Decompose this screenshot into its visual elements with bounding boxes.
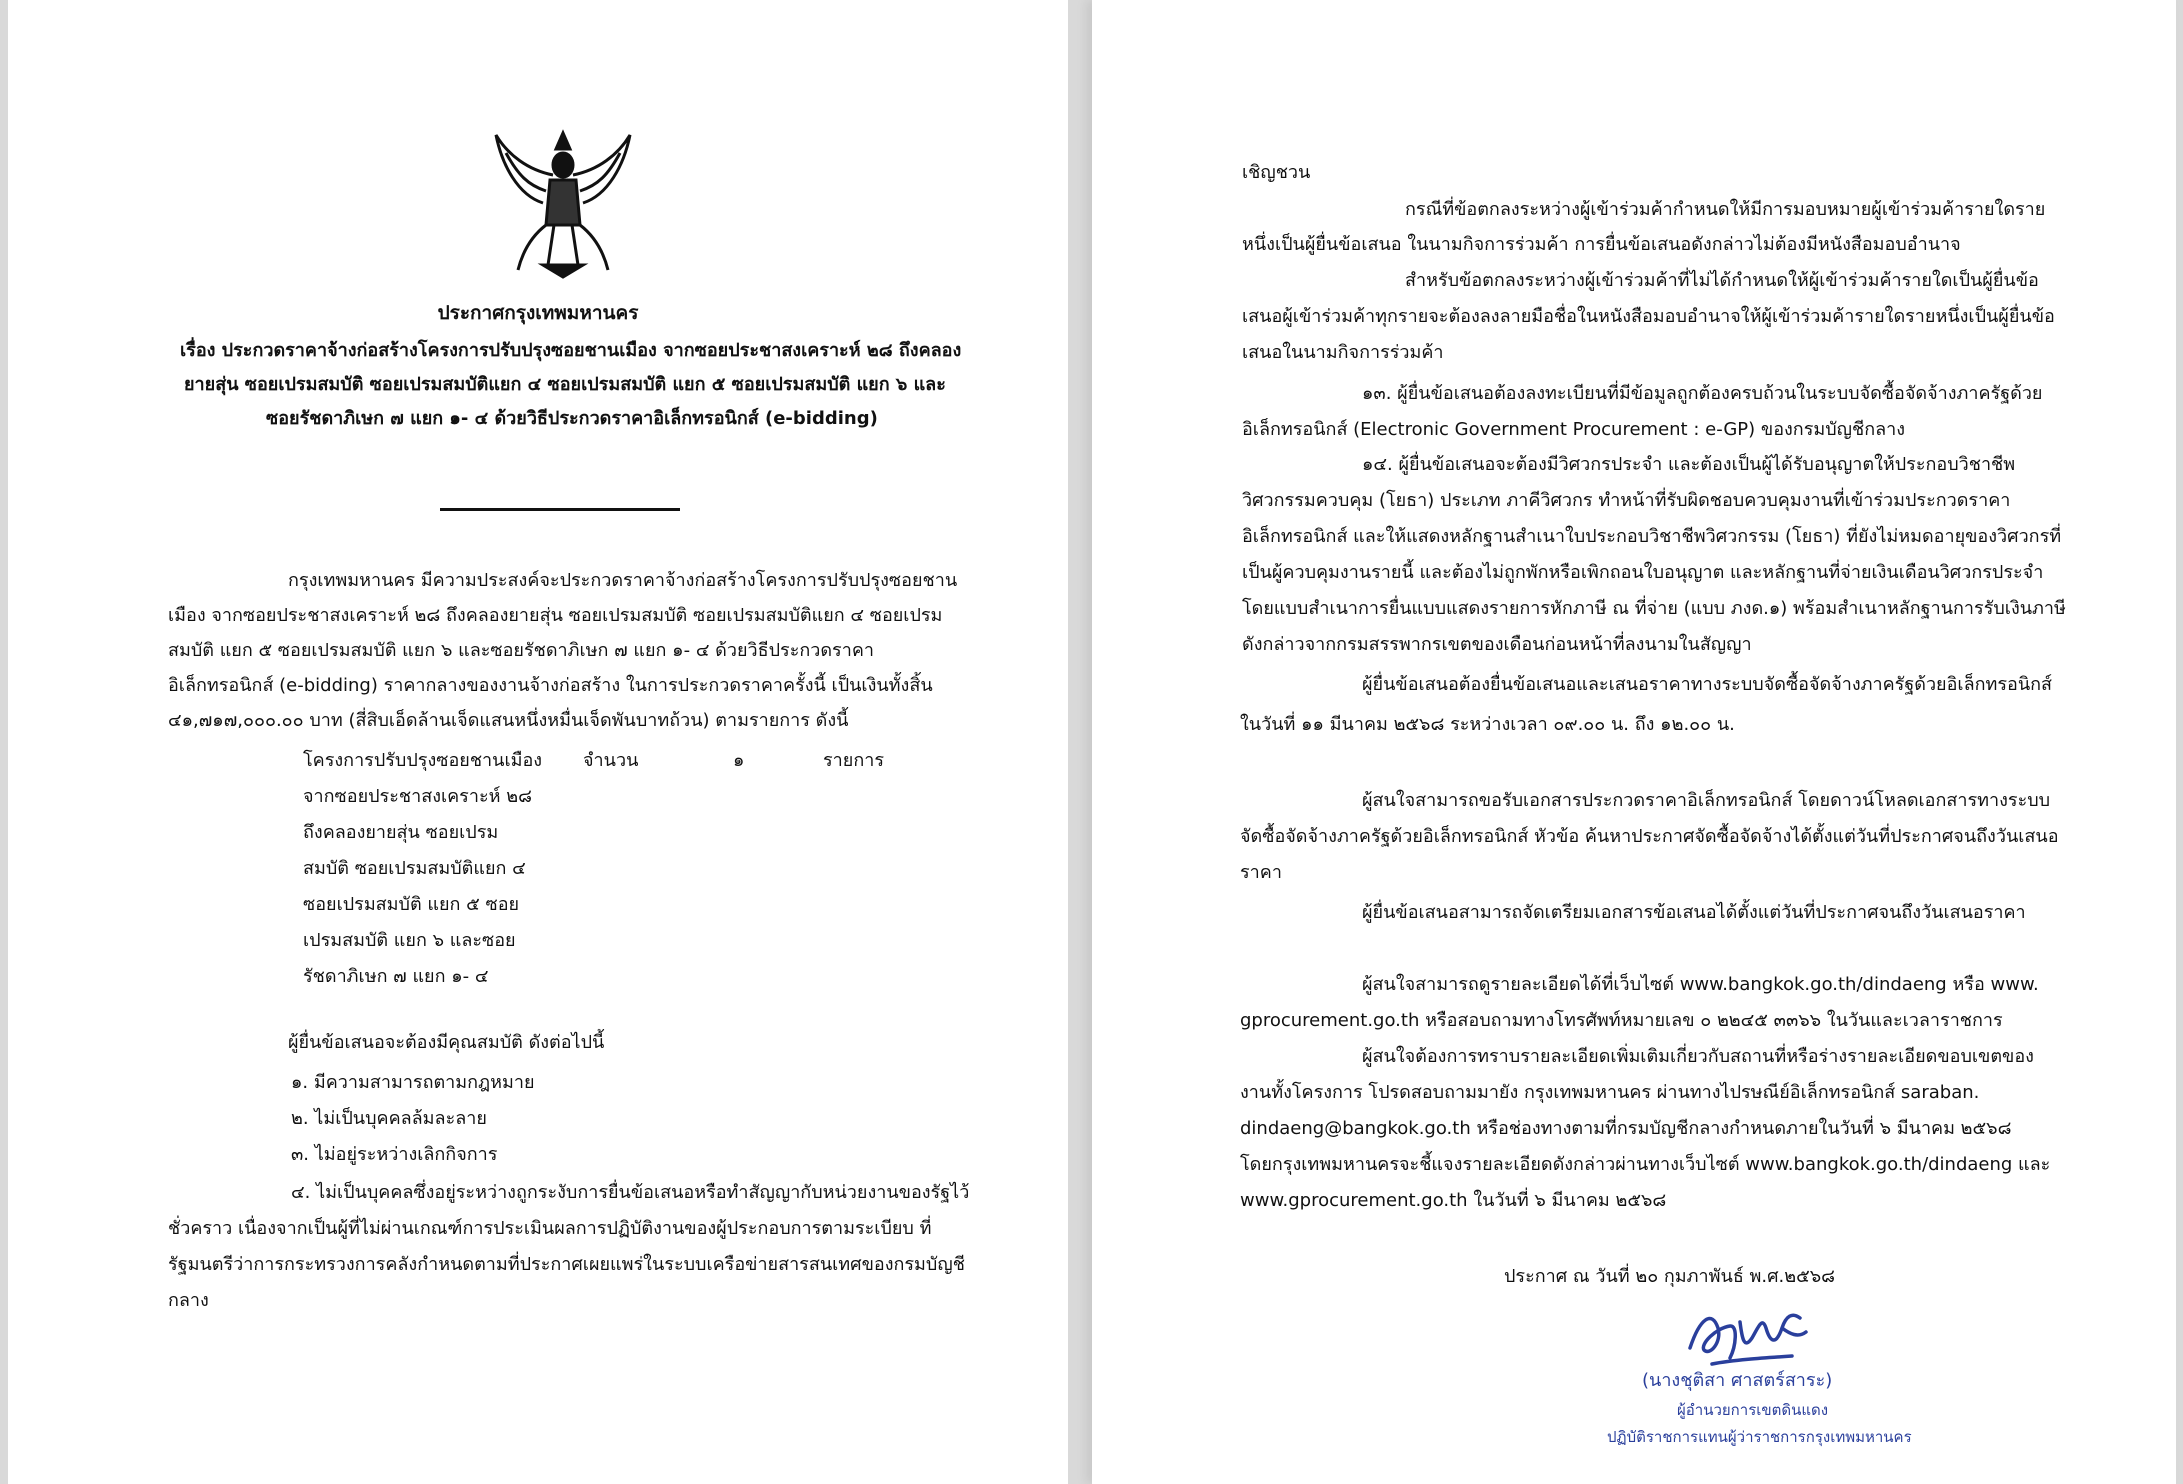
right-line-27: www.gprocurement.go.th ในวันที่ ๖ มีนาคม ๒๕๖๘ [1240, 1190, 1667, 1211]
project-line-3: ถึงคลองยายสุ่น ซอยเปรม [303, 822, 499, 843]
qualification-item-1: ๑. มีความสามารถตามกฎหมาย [291, 1072, 535, 1093]
subject-line-2: ยายสุ่น ซอยเปรมสมบัติ ซอยเปรมสมบัติแยก ๔ ซอยเปรมสมบัติ แยก ๕ ซอยเปรมสมบัติ แยก ๖ และ [184, 374, 946, 395]
quantity-label: จำนวน [583, 750, 639, 771]
project-line-7: รัชดาภิเษก ๗ แยก ๑- ๔ [303, 966, 489, 987]
project-line-1: โครงการปรับปรุงซอยชานเมือง [303, 750, 543, 771]
right-line-24: งานทั้งโครงการ โปรดสอบถามมายัง กรุงเทพมหานคร ผ่านทางไปรษณีย์อิเล็กทรอนิกส์ saraban. [1240, 1082, 1980, 1103]
qualification-item-4-line-3: รัฐมนตรีว่าการกระทรวงการคลังกำหนดตามที่ประกาศเผยแพร่ในระบบเครือข่ายสารสนเทศของกรมบัญชี [168, 1254, 965, 1275]
right-line-10: วิศวกรรมควบคุม (โยธา) ประเภท ภาคีวิศวกร ทำหน้าที่รับผิดชอบควบคุมงานที่เข้าร่วมประกวดราคา [1242, 490, 2011, 511]
subject-line-1: เรื่อง ประกวดราคาจ้างก่อสร้างโครงการปรับปรุงซอยชานเมือง จากซอยประชาสงเคราะห์ ๒๘ ถึงคลอง [180, 340, 962, 361]
handwritten-signature-icon [1682, 1298, 1812, 1372]
project-line-4: สมบัติ ซอยเปรมสมบัติแยก ๔ [303, 858, 526, 879]
right-line-13: โดยแบบสำเนาการยื่นแบบแสดงรายการหักภาษี ณ ที่จ่าย (แบบ ภงด.๑) พร้อมสำเนาหลักฐานการรับเงินภาษี [1242, 598, 2066, 619]
project-line-5: ซอยเปรมสมบัติ แยก ๕ ซอย [303, 894, 520, 915]
issuer-title: ประกาศกรุงเทพมหานคร [437, 302, 639, 324]
right-line-6: เสนอในนามกิจการร่วมค้า [1242, 342, 1444, 363]
document-page-left [8, 0, 1068, 1484]
signatory-position-1: ผู้อำนวยการเขตดินแดง [1677, 1401, 1829, 1419]
qualification-item-4-line-2: ชั่วคราว เนื่องจากเป็นผู้ที่ไม่ผ่านเกณฑ์การประเมินผลการปฏิบัติงานของผู้ประกอบการตามระเบียบ ที่ [168, 1218, 932, 1239]
right-line-17: ผู้สนใจสามารถขอรับเอกสารประกวดราคาอิเล็กทรอนิกส์ โดยดาวน์โหลดเอกสารทางระบบ [1362, 790, 2051, 811]
document-page-right [1092, 0, 2176, 1484]
right-line-8: อิเล็กทรอนิกส์ (Electronic Government Procurement : e-GP) ของกรมบัญชีกลาง [1242, 419, 1906, 440]
intro-line-4: อิเล็กทรอนิกส์ (e-bidding) ราคากลางของงานจ้างก่อสร้าง ในการประกวดราคาครั้งนี้ เป็นเงินทั้งสิ้น [168, 675, 933, 696]
right-line-25: dindaeng@bangkok.go.th หรือช่องทางตามที่กรมบัญชีกลางกำหนดภายในวันที่ ๖ มีนาคม ๒๕๖๘ [1240, 1118, 2012, 1139]
divider-line [440, 508, 680, 511]
intro-line-3: สมบัติ แยก ๕ ซอยเปรมสมบัติ แยก ๖ และซอยรัชดาภิเษก ๗ แยก ๑- ๔ ด้วยวิธีประกวดราคา [168, 640, 874, 661]
intro-line-2: เมือง จากซอยประชาสงเคราะห์ ๒๘ ถึงคลองยายสุ่น ซอยเปรมสมบัติ ซอยเปรมสมบัติแยก ๔ ซอยเปรม [168, 605, 943, 626]
garuda-emblem-icon [488, 125, 638, 280]
right-line-18: จัดซื้อจัดจ้างภาครัฐด้วยอิเล็กทรอนิกส์ หัวข้อ ค้นหาประกาศจัดซื้อจัดจ้างได้ตั้งแต่วันที่ประกาศจนถึงวันเสนอ [1240, 826, 2059, 847]
signatory-position-2: ปฏิบัติราชการแทนผู้ว่าราชการกรุงเทพมหานคร [1607, 1428, 1912, 1446]
right-line-4: สำหรับข้อตกลงระหว่างผู้เข้าร่วมค้าที่ไม่ได้กำหนดให้ผู้เข้าร่วมค้ารายใดเป็นผู้ยื่นข้อ [1405, 270, 2039, 291]
qualification-item-4-line-1: ๔. ไม่เป็นบุคคลซึ่งอยู่ระหว่างถูกระงับการยื่นข้อเสนอหรือทำสัญญากับหน่วยงานของรัฐไว้ [291, 1182, 970, 1203]
right-line-14: ดังกล่าวจากกรมสรรพากรเขตของเดือนก่อนหน้าที่ลงนามในสัญญา [1242, 634, 1752, 655]
qualification-item-4-line-4: กลาง [168, 1290, 209, 1311]
right-line-12: เป็นผู้ควบคุมงานรายนี้ และต้องไม่ถูกพักหรือเพิกถอนใบอนุญาต และหลักฐานที่จ่ายเงินเดือนวิศวกรประจำ [1242, 562, 2044, 583]
right-line-16: ในวันที่ ๑๑ มีนาคม ๒๕๖๘ ระหว่างเวลา ๐๙.๐๐ น. ถึง ๑๒.๐๐ น. [1240, 714, 1735, 735]
right-line-22: gprocurement.go.th หรือสอบถามทางโทรศัพท์หมายเลข ๐ ๒๒๔๕ ๓๓๖๖ ในวันและเวลาราชการ [1240, 1010, 2003, 1031]
right-line-2: กรณีที่ข้อตกลงระหว่างผู้เข้าร่วมค้ากำหนดให้มีการมอบหมายผู้เข้าร่วมค้ารายใดราย [1405, 199, 2046, 220]
right-line-9: ๑๔. ผู้ยื่นข้อเสนอจะต้องมีวิศวกรประจำ และต้องเป็นผู้ได้รับอนุญาตให้ประกอบวิชาชีพ [1362, 454, 2016, 475]
intro-line-5: ๔๑,๗๑๗,๐๐๐.๐๐ บาท (สี่สิบเอ็ดล้านเจ็ดแสนหนึ่งหมื่นเจ็ดพันบาทถ้วน) ตามรายการ ดังนี้ [168, 710, 849, 731]
right-line-7: ๑๓. ผู้ยื่นข้อเสนอต้องลงทะเบียนที่มีข้อมูลถูกต้องครบถ้วนในระบบจัดซื้อจัดจ้างภาครัฐด้วย [1362, 383, 2043, 404]
right-line-11: อิเล็กทรอนิกส์ และให้แสดงหลักฐานสำเนาใบประกอบวิชาชีพวิศวกรรม (โยธา) ที่ยังไม่หมดอายุของวิศวกรที่ [1242, 526, 2062, 547]
subject-line-3: ซอยรัชดาภิเษก ๗ แยก ๑- ๔ ด้วยวิธีประกวดราคาอิเล็กทรอนิกส์ (e-bidding) [266, 408, 878, 429]
right-line-23: ผู้สนใจต้องการทราบรายละเอียดเพิ่มเติมเกี่ยวกับสถานที่หรือร่างรายละเอียดขอบเขตของ [1362, 1046, 2034, 1067]
right-line-5: เสนอผู้เข้าร่วมค้าทุกรายจะต้องลงลายมือชื่อในหนังสือมอบอำนาจให้ผู้เข้าร่วมค้ารายใดรายหนึ่งเป็นผู้ยื่นข้อ [1242, 306, 2055, 327]
right-line-15: ผู้ยื่นข้อเสนอต้องยื่นข้อเสนอและเสนอราคาทางระบบจัดซื้อจัดจ้างภาครัฐด้วยอิเล็กทรอนิกส์ [1362, 674, 2053, 695]
announcement-date: ประกาศ ณ วันที่ ๒๐ กุมภาพันธ์ พ.ศ.๒๕๖๘ [1504, 1266, 1836, 1287]
right-line-19: ราคา [1240, 862, 1282, 883]
right-line-1: เชิญชวน [1242, 162, 1311, 183]
project-line-6: เปรมสมบัติ แยก ๖ และซอย [303, 930, 516, 951]
qualifications-title: ผู้ยื่นข้อเสนอจะต้องมีคุณสมบัติ ดังต่อไปนี้ [288, 1032, 605, 1053]
right-line-3: หนึ่งเป็นผู้ยื่นข้อเสนอ ในนามกิจการร่วมค้า การยื่นข้อเสนอดังกล่าวไม่ต้องมีหนังสือมอบอำนาจ [1242, 234, 1961, 255]
right-line-20: ผู้ยื่นข้อเสนอสามารถจัดเตรียมเอกสารข้อเสนอได้ตั้งแต่วันที่ประกาศจนถึงวันเสนอราคา [1362, 902, 2026, 923]
right-line-26: โดยกรุงเทพมหานครจะชี้แจงรายละเอียดดังกล่าวผ่านทางเว็บไซต์ www.bangkok.go.th/dindaeng และ [1240, 1154, 2051, 1175]
intro-line-1: กรุงเทพมหานคร มีความประสงค์จะประกวดราคาจ้างก่อสร้างโครงการปรับปรุงซอยชาน [288, 570, 958, 591]
qualification-item-2: ๒. ไม่เป็นบุคคลล้มละลาย [291, 1108, 487, 1129]
signatory-name: (นางชุติสา ศาสตร์สาระ) [1642, 1370, 1833, 1391]
project-line-2: จากซอยประชาสงเคราะห์ ๒๘ [303, 786, 532, 807]
right-line-21: ผู้สนใจสามารถดูรายละเอียดได้ที่เว็บไซต์ www.bangkok.go.th/dindaeng หรือ www. [1362, 974, 2039, 995]
qualification-item-3: ๓. ไม่อยู่ระหว่างเลิกกิจการ [291, 1144, 498, 1165]
quantity-value: ๑ [733, 750, 745, 771]
quantity-unit: รายการ [823, 750, 884, 771]
